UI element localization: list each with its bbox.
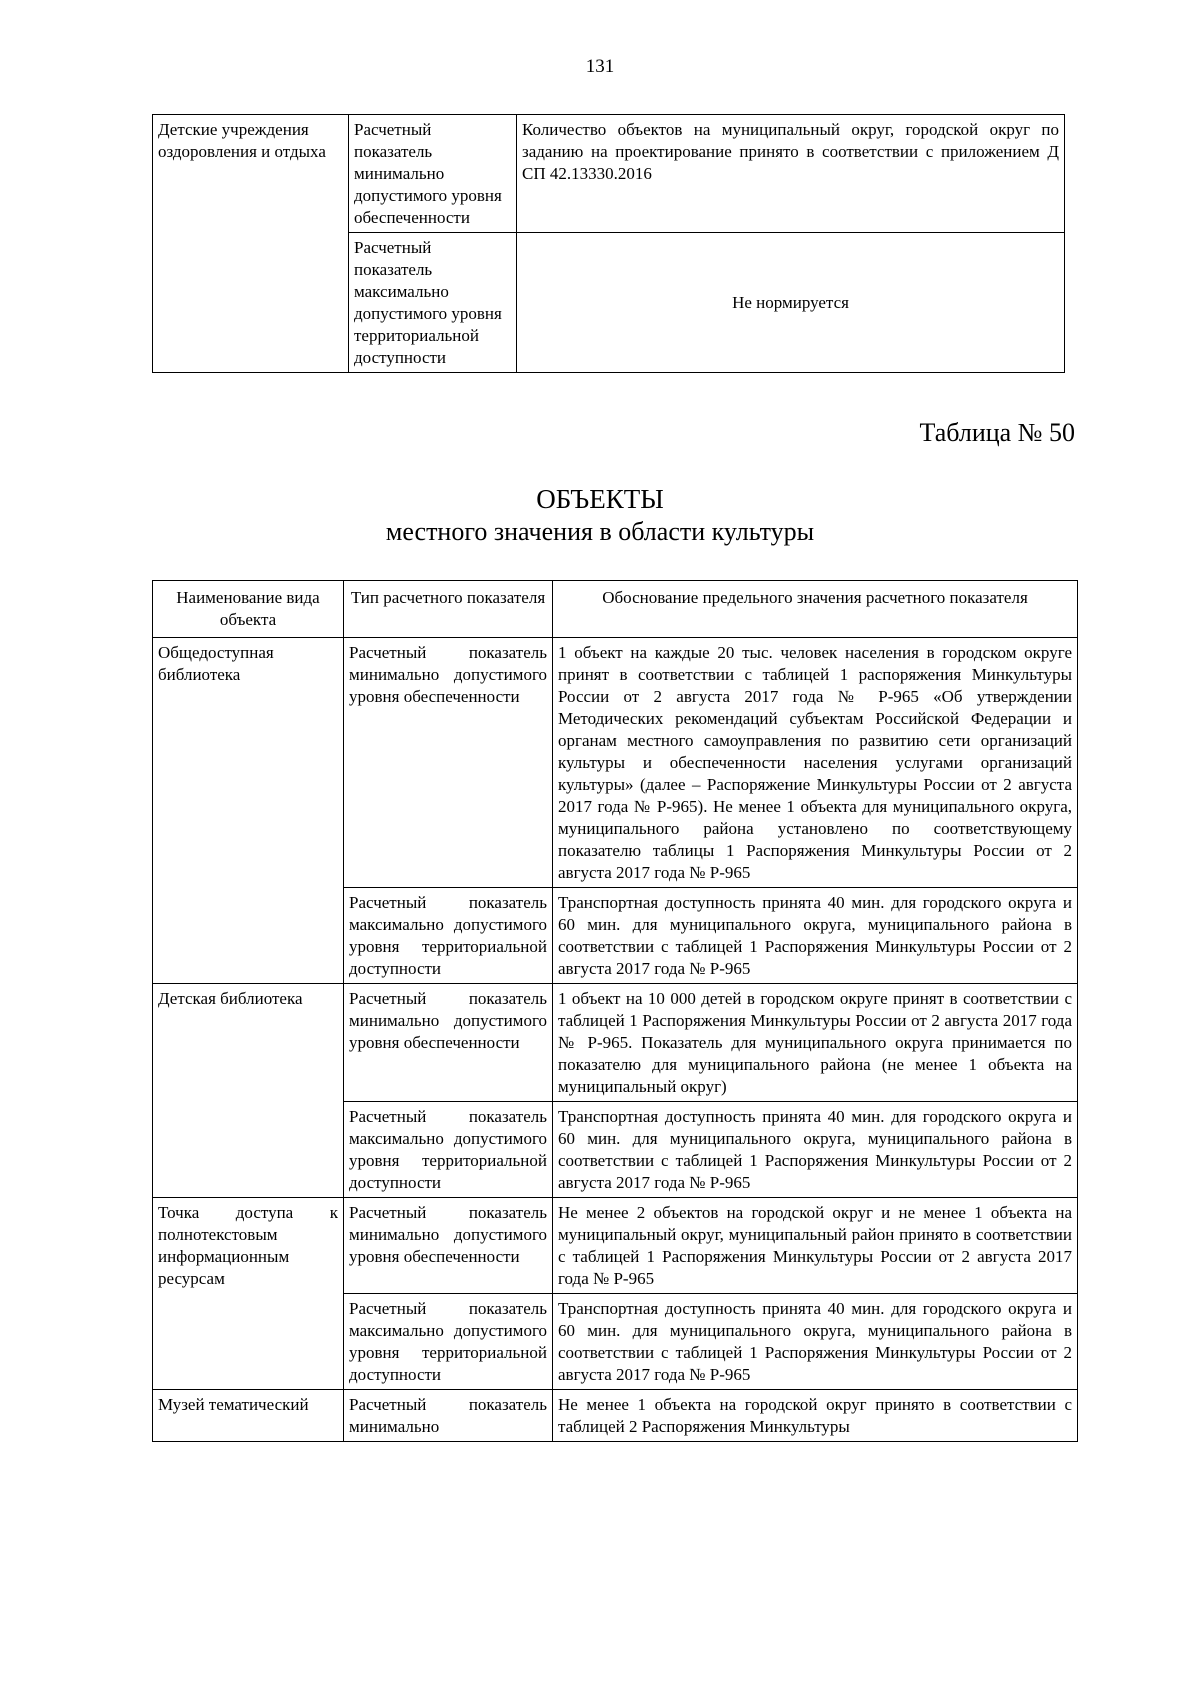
indicator-cell: Расчетный показатель минимально допустимого уровня обеспеченности xyxy=(349,115,517,233)
justification-cell: Количество объектов на муниципальный округ, городской округ по заданию на проектирование принято в соответствии с приложением Д СП 42.13330.2016 xyxy=(517,115,1065,233)
table-row xyxy=(153,1198,1078,1294)
indicator-cell: Расчетный показатель минимально допустимого уровня обеспеченности xyxy=(344,638,553,888)
page-number: 131 xyxy=(585,56,615,77)
justification-cell: 1 объект на каждые 20 тыс. человек населения в городском округе принят в соответствии с таблицей 1 распоряжения Минкультуры России от 2 августа 2017 года № Р-965 «Об утверждении Методических рекомендаций субъектам Российской Федерации и органам местного самоуправления по развитию сети организаций культуры и обеспеченности населения услугами организаций культуры» (далее – Распоряжение Минкультуры России от 2 августа 2017 года № Р-965). Не менее 1 объекта для муниципального округа, муниципального района установлено по соответствующему показателю таблицы 1 Распоряжения Минкультуры России от 2 августа 2017 года № Р-965 xyxy=(553,638,1078,888)
column-header: Обоснование предельного значения расчетного показателя xyxy=(553,581,1078,638)
header-row xyxy=(153,581,1078,638)
column-header: Тип расчетного показателя xyxy=(344,581,553,638)
indicator-cell: Расчетный показатель минимально допустимого уровня обеспеченности xyxy=(344,984,553,1102)
object-name-cell: Детские учреждения оздоровления и отдыха xyxy=(153,115,349,373)
table-subtitle: местного значения в области культуры xyxy=(385,517,815,546)
justification-cell: Не менее 2 объектов на городской округ и не менее 1 объекта на муниципальный округ, муниципальный район принято в соответствии с таблицей 1 Распоряжения Минкультуры России от 2 августа 2017 года № Р-965 xyxy=(553,1198,1078,1294)
table-row xyxy=(153,638,1078,888)
object-name-cell: Музей тематический xyxy=(153,1390,344,1442)
table-row xyxy=(153,115,1065,233)
indicator-cell: Расчетный показатель максимально допустимого уровня территориальной доступности xyxy=(349,233,517,373)
table-title: ОБЪЕКТЫ xyxy=(536,484,664,514)
object-name-cell: Общедоступная библиотека xyxy=(153,638,344,984)
justification-cell: Транспортная доступность принята 40 мин. для городского округа и 60 мин. для муниципального округа, муниципального района в соответствии с таблицей 1 Распоряжения Минкультуры России от 2 августа 2017 года № Р-965 xyxy=(553,1102,1078,1198)
table-row xyxy=(153,984,1078,1102)
justification-cell: 1 объект на 10 000 детей в городском округе принят в соответствии с таблицей 1 Распоряжения Минкультуры России от 2 августа 2017 года № Р-965. Показатель для муниципального округа принимается по показателю для муниципального района (не менее 1 объекта на муниципальный округ) xyxy=(553,984,1078,1102)
indicator-cell: Расчетный показатель минимально xyxy=(344,1390,553,1442)
top-table xyxy=(152,114,1065,373)
object-name-cell: Детская библиотека xyxy=(153,984,344,1198)
indicator-cell: Расчетный показатель максимально допустимого уровня территориальной доступности xyxy=(344,1294,553,1390)
justification-cell: Не нормируется xyxy=(517,233,1065,373)
justification-cell: Не менее 1 объекта на городской округ принято в соответствии с таблицей 2 Распоряжения Минкультуры xyxy=(553,1390,1078,1442)
indicator-cell: Расчетный показатель максимально допустимого уровня территориальной доступности xyxy=(344,888,553,984)
indicator-cell: Расчетный показатель максимально допустимого уровня территориальной доступности xyxy=(344,1102,553,1198)
column-header: Наименование вида объекта xyxy=(153,581,344,638)
table-number: Таблица № 50 xyxy=(919,418,1075,447)
table-row xyxy=(153,1390,1078,1442)
main-table xyxy=(152,580,1078,1442)
justification-cell: Транспортная доступность принята 40 мин. для городского округа и 60 мин. для муниципального округа, муниципального района в соответствии с таблицей 1 Распоряжения Минкультуры России от 2 августа 2017 года № Р-965 xyxy=(553,888,1078,984)
object-name-cell: Точка доступа к полнотекстовым информационным ресурсам xyxy=(153,1198,344,1390)
justification-cell: Транспортная доступность принята 40 мин. для городского округа и 60 мин. для муниципального округа, муниципального района в соответствии с таблицей 1 Распоряжения Минкультуры России от 2 августа 2017 года № Р-965 xyxy=(553,1294,1078,1390)
indicator-cell: Расчетный показатель минимально допустимого уровня обеспеченности xyxy=(344,1198,553,1294)
